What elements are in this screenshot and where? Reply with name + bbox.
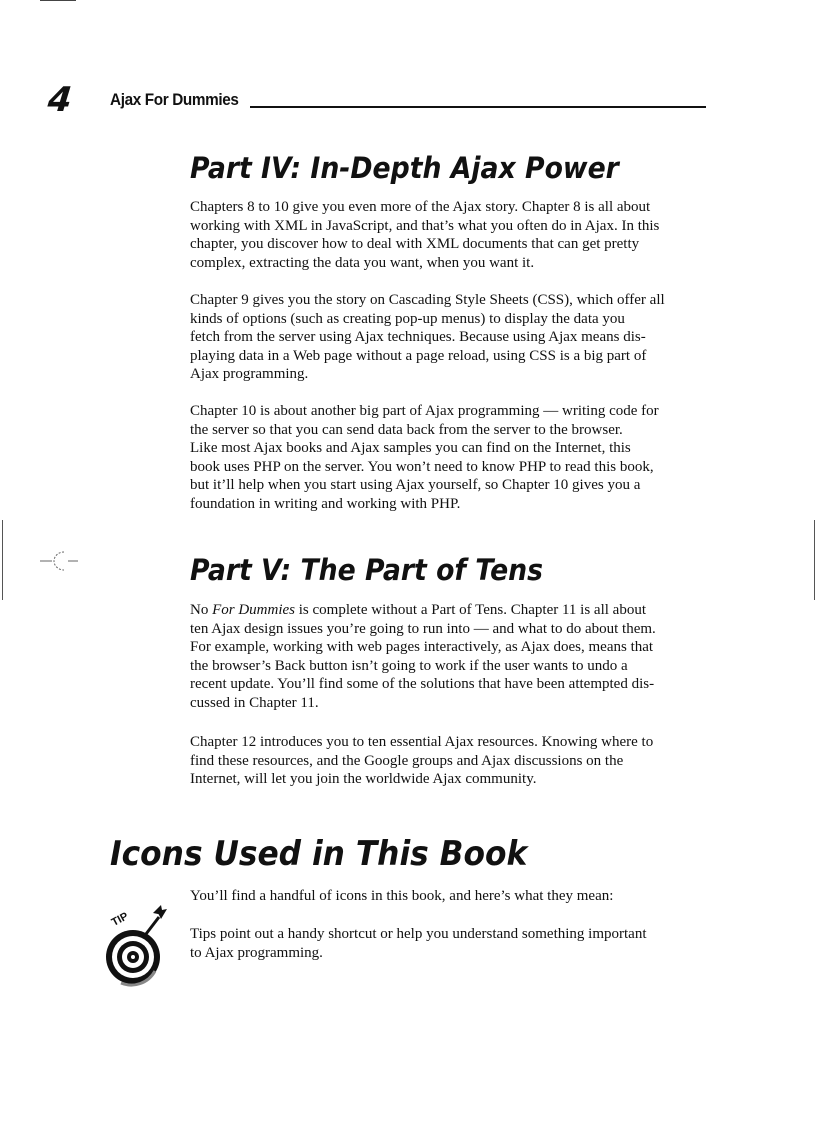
text-line: Chapters 8 to 10 give you even more of the Ajax story. Chapter 8 is all about [190,199,651,215]
text-line: Internet, will let you join the worldwide Ajax community. [190,771,537,788]
text-line: cussed in Chapter 11. [190,694,319,711]
text-line [190,601,710,620]
text-line: Chapter 9 gives you the story on Cascading Style Sheets (CSS), which offer all [190,292,665,308]
text-line: complex, extracting the data you want, when you want it. [190,254,535,271]
text-line: the server so that you can send data back from the server to the browser. [190,421,623,438]
text-line: Like most Ajax books and Ajax samples you can find on the Internet, this [190,440,631,457]
running-head: Ajax For Dummies [110,90,239,109]
tip-label: TIP [109,910,131,929]
paragraph-icons-intro [190,887,710,906]
text-line: book uses PHP on the server. You won’t need to know PHP to read this book, [190,458,654,475]
text-line: the browser’s Back button isn’t going to work if the user wants to undo a [190,657,628,674]
header-rule [250,106,706,108]
text-fragment: No [190,602,213,618]
paragraph-chapter-12 [190,733,710,789]
text-line: ten Ajax design issues you’re going to run into — and what to do about them. [190,620,656,637]
text-line: Tips point out a handy shortcut or help you understand something important [190,926,647,942]
text-line: find these resources, and the Google groups and Ajax discussions on the [190,752,624,769]
paragraph-chapter-9 [190,291,710,384]
text-line: For example, working with web pages interactively, as Ajax does, means that [190,639,654,656]
text-line: recent update. You’ll find some of the solutions that have been attempted dis- [190,676,655,693]
paragraph-chapter-10 [190,402,710,514]
text-line: to Ajax programming. [190,944,323,961]
text-line: but it’ll help when you start using Ajax yourself, so Chapter 10 gives you a [190,477,641,494]
crop-mark-left [2,520,3,600]
text-line: Chapter 12 introduces you to ten essential Ajax resources. Knowing where to [190,734,654,750]
text-line: chapter, you discover how to deal with XML documents that can get pretty [190,236,640,253]
registration-mark-icon [38,548,80,574]
text-fragment: is complete without a Part of Tens. Chapter 11 is all about [295,602,646,618]
paragraph-chapter-11 [190,601,710,713]
text-line: Ajax programming. [190,366,309,383]
paragraph-tip [190,925,710,962]
text-line: You’ll find a handful of icons in this book, and here’s what they mean: [190,888,614,904]
text-line: playing data in a Web page without a page reload, using CSS is a big part of [190,347,647,364]
crop-mark-right [814,520,815,600]
text-line: working with XML in JavaScript, and that’s what you often do in Ajax. In this [190,217,660,234]
crop-mark-top [40,0,76,1]
paragraph-chapter-8 [190,198,710,272]
section-heading-part-iv: Part IV: In-Depth Ajax Power [190,151,619,185]
text-line: kinds of options (such as creating pop-up menus) to display the data you [190,310,625,327]
section-heading-part-v: Part V: The Part of Tens [190,553,544,587]
section-heading-icons: Icons Used in This Book [110,834,528,874]
target-dart-icon [103,901,171,989]
text-line: fetch from the server using Ajax techniques. Because using Ajax means dis- [190,329,646,346]
book-series-title: For Dummies [212,602,296,618]
page-number: 4 [45,80,74,120]
text-line: foundation in writing and working with PHP. [190,495,461,512]
text-line: Chapter 10 is about another big part of Ajax programming — writing code for [190,403,659,419]
